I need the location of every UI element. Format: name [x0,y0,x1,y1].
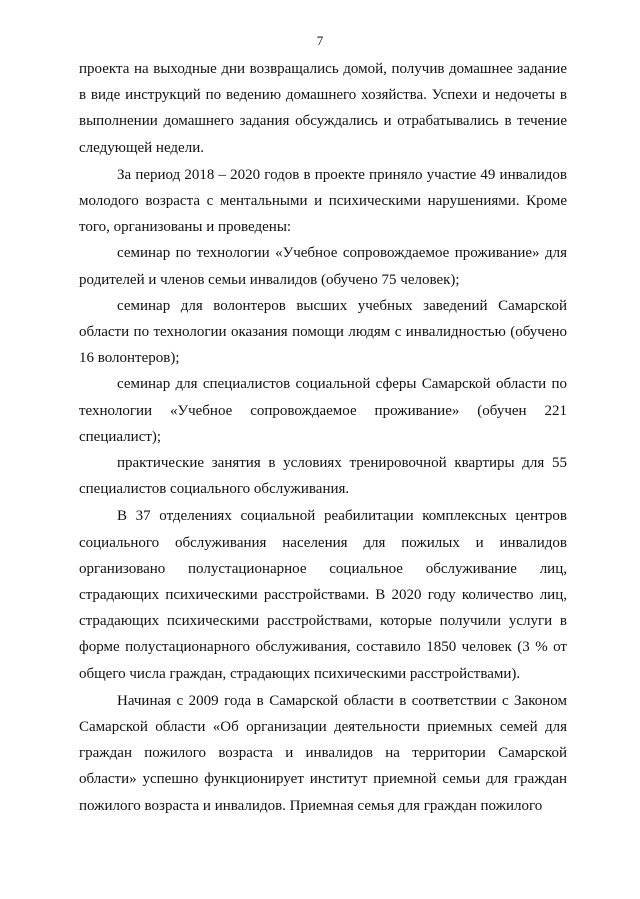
paragraph-seminar-volunteers: семинар для волонтеров высших учебных заведений Самарской области по технологии оказания помощи людям с инвалидностью (обучено 16 волонтеров); [79,297,567,367]
paragraph-foster-family: Начиная с 2009 года в Самарской области в соответствии с Законом Самарской области «Об организации деятельности приемных семей для граждан пожилого возраста и инвалидов на территории Самарской области» успешно функционирует институт приемной семьи для граждан пожилого возраста и инвалидов. Приемная семья для граждан пожилого [79,692,567,814]
paragraph-rehabilitation-departments: В 37 отделениях социальной реабилитации комплексных центров социального обслуживания населения для пожилых и инвалидов организовано полустационарное социальное обслуживание лиц, страдающих психическими расстройствами. В 2020 году количество лиц, страдающих психическими расстройствами, которые получили услуги в форме полустационарного обслуживания, составило 1850 человек (3 % от общего числа граждан, страдающих психическими расстройствами). [79,508,567,682]
paragraph-project-participants: За период 2018 – 2020 годов в проекте приняло участие 49 инвалидов молодого возраста с ментальными и психическими нарушениями. Кроме того, организованы и проведены: [79,166,567,236]
paragraph-continuation: проекта на выходные дни возвращались домой, получив домашнее задание в виде инструкций по ведению домашнего хозяйства. Успехи и недочеты в выполнении домашнего задания обсуждались и отрабатывались в течение следующей недели. [79,61,567,156]
paragraph-seminar-parents: семинар по технологии «Учебное сопровождаемое проживание» для родителей и членов семьи инвалидов (обучено 75 человек); [79,245,567,288]
document-body [79,56,567,819]
paragraph-seminar-specialists: семинар для специалистов социальной сферы Самарской области по технологии «Учебное сопровождаемое проживание» (обучен 221 специалист); [79,376,567,445]
page-number: 7 [316,33,324,48]
paragraph-practical-classes: практические занятия в условиях тренировочной квартиры для 55 специалистов социального обслуживания. [79,455,567,498]
